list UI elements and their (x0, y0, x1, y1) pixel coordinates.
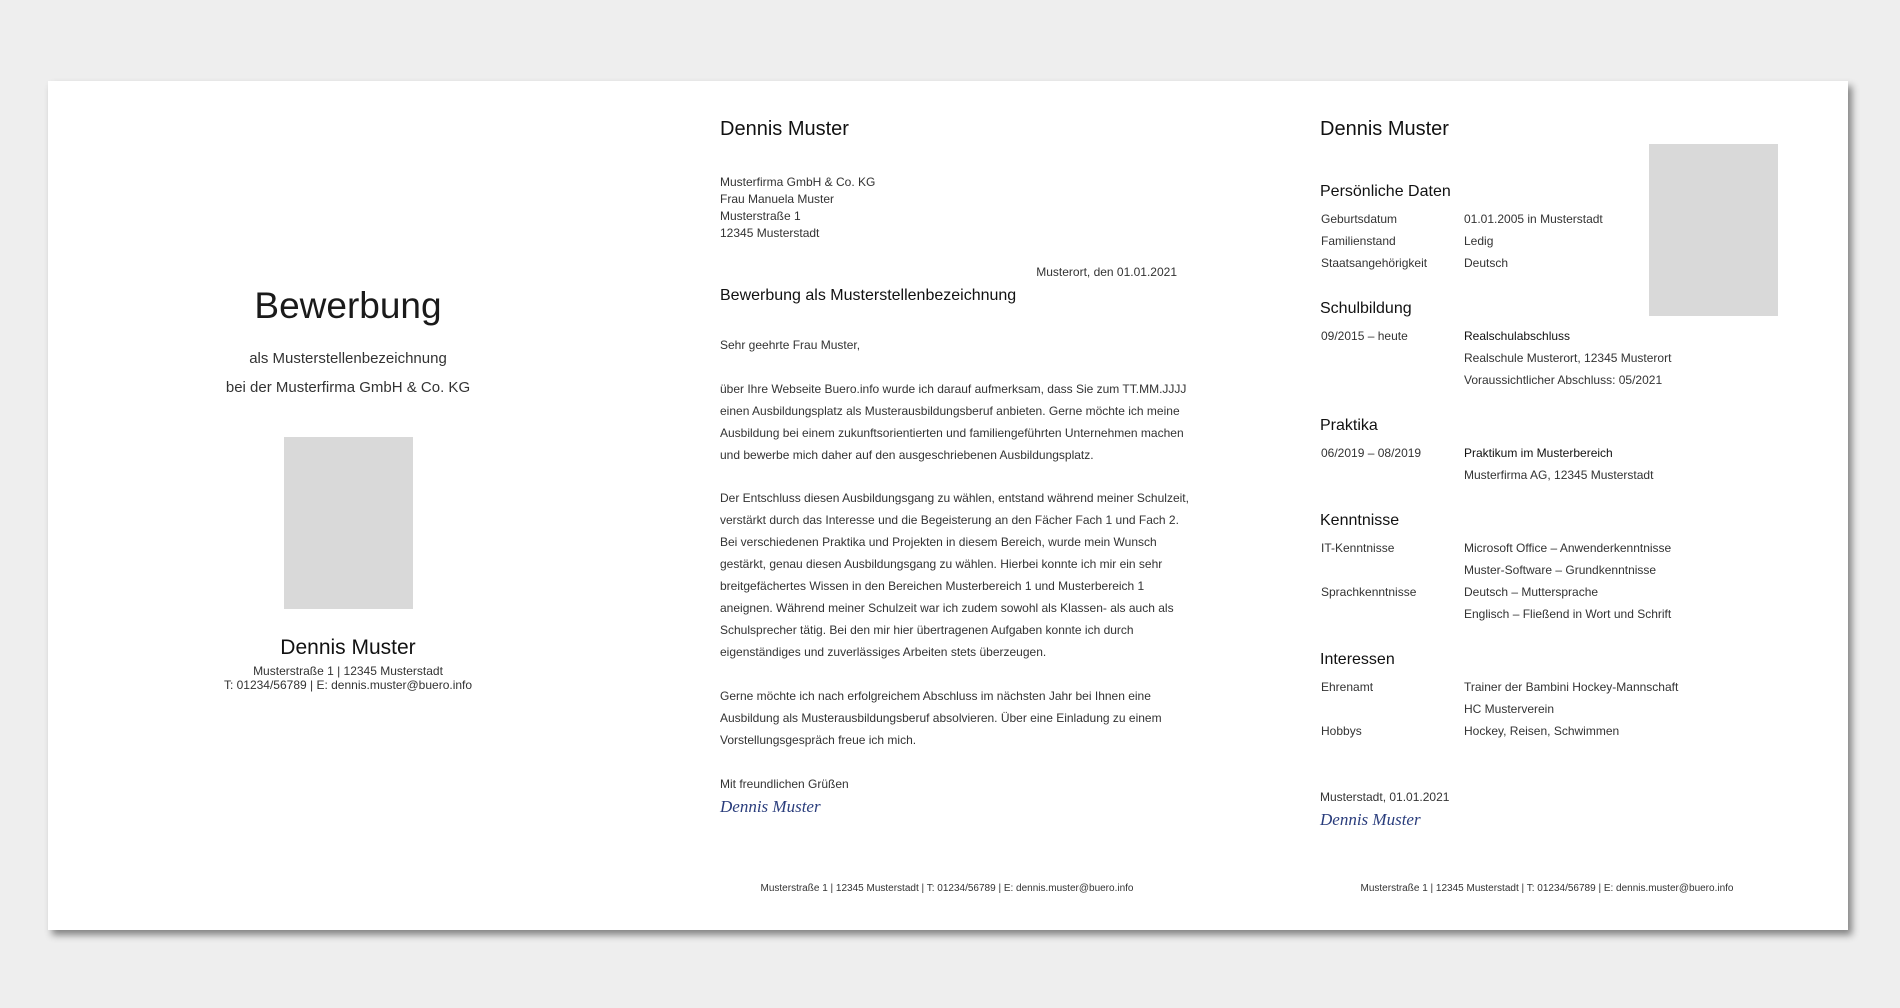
letter-salutation: Sehr geehrte Frau Muster, (720, 338, 861, 352)
cv-value: HC Musterverein (1464, 702, 1555, 716)
recipient-line: 12345 Musterstadt (720, 226, 820, 240)
letter-paragraph-3 (720, 685, 1190, 751)
recipient-line: Musterstraße 1 (720, 209, 801, 223)
letter-sender-name: Dennis Muster (720, 118, 849, 140)
cv-label: Staatsangehörigkeit (1321, 256, 1428, 270)
section-heading-interests: Interessen (1320, 651, 1395, 668)
text-line: Ausbildung bei einem zukunftsorientierten und familiengeführten Unternehmen machen (720, 426, 1184, 440)
cv-value: Muster-Software – Grundkenntnisse (1464, 563, 1657, 577)
recipient-line: Musterfirma GmbH & Co. KG (720, 175, 876, 189)
text-line: Bei verschiedenen Praktika und Projekten in diesem Bereich, wurde mein Wunsch (720, 535, 1157, 549)
text-line: einen Ausbildungsplatz als Musterausbildungsberuf anbieten. Gerne möchte ich meine (720, 404, 1180, 418)
cv-label: Ehrenamt (1321, 680, 1374, 694)
cv-signature: Dennis Muster (1320, 810, 1421, 829)
recipient-line: Frau Manuela Muster (720, 192, 835, 206)
cv-value: Microsoft Office – Anwenderkenntnisse (1464, 541, 1672, 555)
cv-value: 01.01.2005 in Musterstadt (1464, 212, 1603, 226)
cv-value: Realschulabschluss (1464, 329, 1571, 343)
cv-label: Hobbys (1321, 724, 1362, 738)
text-line: Schulsprecher tätig. Bei den mir hier übertragenen Aufgaben konnte ich durch (720, 623, 1134, 637)
section-heading-school: Schulbildung (1320, 300, 1412, 317)
cover-contact: T: 01234/56789 | E: dennis.muster@buero.info (223, 678, 473, 692)
cover-subtitle-job: als Musterstellenbezeichnung (249, 350, 447, 367)
text-line: verstärkt durch das Interesse und die Begeisterung an den Fächer Fach 1 und Fach 2. (720, 513, 1179, 527)
cv-period: 06/2019 – 08/2019 (1321, 446, 1422, 460)
cv-label: Geburtsdatum (1321, 212, 1398, 226)
cv-name: Dennis Muster (1320, 118, 1449, 140)
cv-date: Musterstadt, 01.01.2021 (1320, 790, 1450, 804)
text-line: breitgefächertes Wissen in den Bereichen Musterbereich 1 und Musterbereich 1 (720, 579, 1145, 593)
text-line: aneignen. Während meiner Schulzeit war ich zudem sowohl als Klassen- als auch als (720, 601, 1174, 615)
cv-label: Sprachkenntnisse (1321, 585, 1417, 599)
cv-value: Praktikum im Musterbereich (1464, 446, 1613, 460)
letter-signature: Dennis Muster (720, 797, 821, 816)
cv-label: Familienstand (1321, 234, 1396, 248)
cv-value: Deutsch – Muttersprache (1464, 585, 1599, 599)
letter-paragraph-1 (720, 378, 1190, 466)
cover-subtitle-company: bei der Musterfirma GmbH & Co. KG (225, 379, 471, 396)
cv-value: Voraussichtlicher Abschluss: 05/2021 (1464, 373, 1663, 387)
cv-label: IT-Kenntnisse (1321, 541, 1395, 555)
cv-period: 09/2015 – heute (1321, 329, 1408, 343)
cv-value: Hockey, Reisen, Schwimmen (1464, 724, 1620, 738)
cv-value: Deutsch (1464, 256, 1509, 270)
letter-date: Musterort, den 01.01.2021 (1036, 265, 1177, 279)
text-line: eigenständiges und zuverlässiges Arbeiten stets überzeugen. (720, 645, 1047, 659)
text-line: und bewerbe mich daher auf den ausgeschriebenen Ausbildungsplatz. (720, 448, 1094, 462)
cover-photo-placeholder (284, 437, 413, 609)
letter-subject: Bewerbung als Musterstellenbezeichnung (720, 287, 1017, 304)
recipient-block (720, 174, 875, 242)
cv-value: Englisch – Fließend in Wort und Schrift (1464, 607, 1672, 621)
cv-footer: Musterstraße 1 | 12345 Musterstadt | T: 01234/56789 | E: dennis.muster@buero.info (1360, 883, 1734, 894)
cv-photo-placeholder (1649, 144, 1778, 316)
text-line: Gerne möchte ich nach erfolgreichem Abschluss im nächsten Jahr bei Ihnen eine (720, 689, 1151, 703)
cv-value: Ledig (1464, 234, 1494, 248)
cv-value: Trainer der Bambini Hockey-Mannschaft (1464, 680, 1679, 694)
letter-closing: Mit freundlichen Grüßen (720, 777, 849, 791)
text-line: Ausbildung als Musterausbildungsberuf absolvieren. Über eine Einladung zu einem (720, 711, 1162, 725)
letter-paragraph-2 (720, 487, 1190, 663)
cv-value: Musterfirma AG, 12345 Musterstadt (1464, 468, 1654, 482)
text-line: gestärkt, genau diesen Ausbildungsgang zu wählen. Hierbei konnte ich mir ein sehr (720, 557, 1163, 571)
section-heading-internship: Praktika (1320, 417, 1378, 434)
text-line: über Ihre Webseite Buero.info wurde ich darauf aufmerksam, dass Sie zum TT.MM.JJJJ (720, 382, 1187, 396)
section-heading-personal: Persönliche Daten (1320, 183, 1451, 200)
cv-value: Realschule Musterort, 12345 Musterort (1464, 351, 1672, 365)
text-line: Der Entschluss diesen Ausbildungsgang zu wählen, entstand während meiner Schulzeit, (720, 491, 1189, 505)
section-heading-skills: Kenntnisse (1320, 512, 1400, 529)
letter-footer: Musterstraße 1 | 12345 Musterstadt | T: 01234/56789 | E: dennis.muster@buero.info (760, 883, 1134, 894)
cover-address: Musterstraße 1 | 12345 Musterstadt (253, 664, 443, 678)
cover-title: Bewerbung (254, 285, 442, 326)
cover-name: Dennis Muster (280, 636, 416, 659)
text-line: Vorstellungsgespräch freue ich mich. (720, 733, 917, 747)
